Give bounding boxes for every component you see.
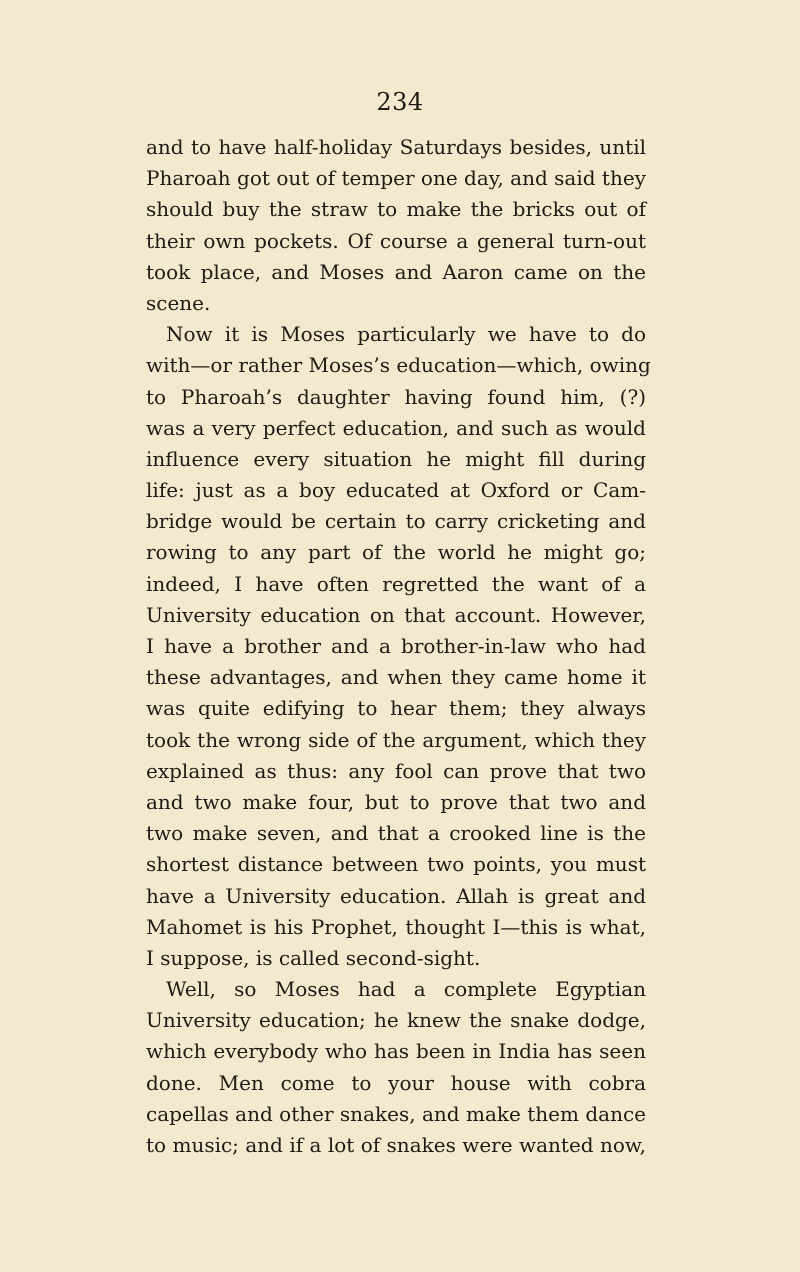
text-line: life: just as a boy educated at Oxford or Cam-	[146, 478, 646, 503]
text-line: Pharoah got out of temper one day, and said they	[146, 166, 646, 191]
text-line: University education on that account. However,	[146, 602, 646, 627]
text-line: rowing to any part of the world he might go;	[146, 540, 646, 565]
text-line: their own pockets. Of course a general turn-out	[146, 228, 646, 253]
text-line: have a University education. Allah is great and	[146, 883, 646, 908]
text-line: should buy the straw to make the bricks out of	[146, 197, 646, 222]
text-line: Now it is Moses particularly we have to do	[166, 322, 646, 347]
text-line: University education; he knew the snake dodge,	[146, 1008, 646, 1033]
text-line: influence every situation he might fill during	[146, 446, 646, 471]
text-line: indeed, I have often regretted the want of a	[146, 571, 646, 596]
body-text	[146, 132, 651, 1161]
text-line: to Pharoah’s daughter having found him, (?)	[146, 384, 646, 409]
text-line: these advantages, and when they came home it	[146, 665, 646, 690]
text-line: explained as thus: any fool can prove that two	[146, 758, 646, 783]
text-line: was quite edifying to hear them; they always	[146, 696, 646, 721]
text-line: which everybody who has been in India has seen	[146, 1039, 646, 1064]
text-line: to music; and if a lot of snakes were wanted now,	[146, 1133, 646, 1157]
text-line: I have a brother and a brother-in-law who had	[146, 634, 646, 658]
text-line: Well, so Moses had a complete Egyptian	[166, 977, 646, 1002]
text-line: Mahomet is his Prophet, thought I—this is what,	[146, 914, 646, 939]
page-number: 234	[376, 88, 424, 116]
text-line: was a very perfect education, and such as would	[146, 415, 646, 440]
text-line: and two make four, but to prove that two and	[146, 789, 646, 814]
text-line: with—or rather Moses’s education—which, owing	[146, 353, 651, 378]
text-line: took the wrong side of the argument, which they	[146, 727, 646, 752]
text-line: capellas and other snakes, and make them dance	[146, 1101, 646, 1126]
text-line: done. Men come to your house with cobra	[146, 1070, 646, 1095]
text-line: and to have half-holiday Saturdays besides, until	[146, 135, 646, 159]
text-line: two make seven, and that a crooked line is the	[146, 821, 646, 846]
text-line: bridge would be certain to carry cricketing and	[146, 509, 646, 534]
text-line: shortest distance between two points, you must	[146, 852, 646, 877]
text-line: took place, and Moses and Aaron came on the	[146, 259, 646, 284]
text-line: scene.	[146, 290, 211, 315]
text-line: I suppose, is called second-sight.	[146, 945, 481, 970]
